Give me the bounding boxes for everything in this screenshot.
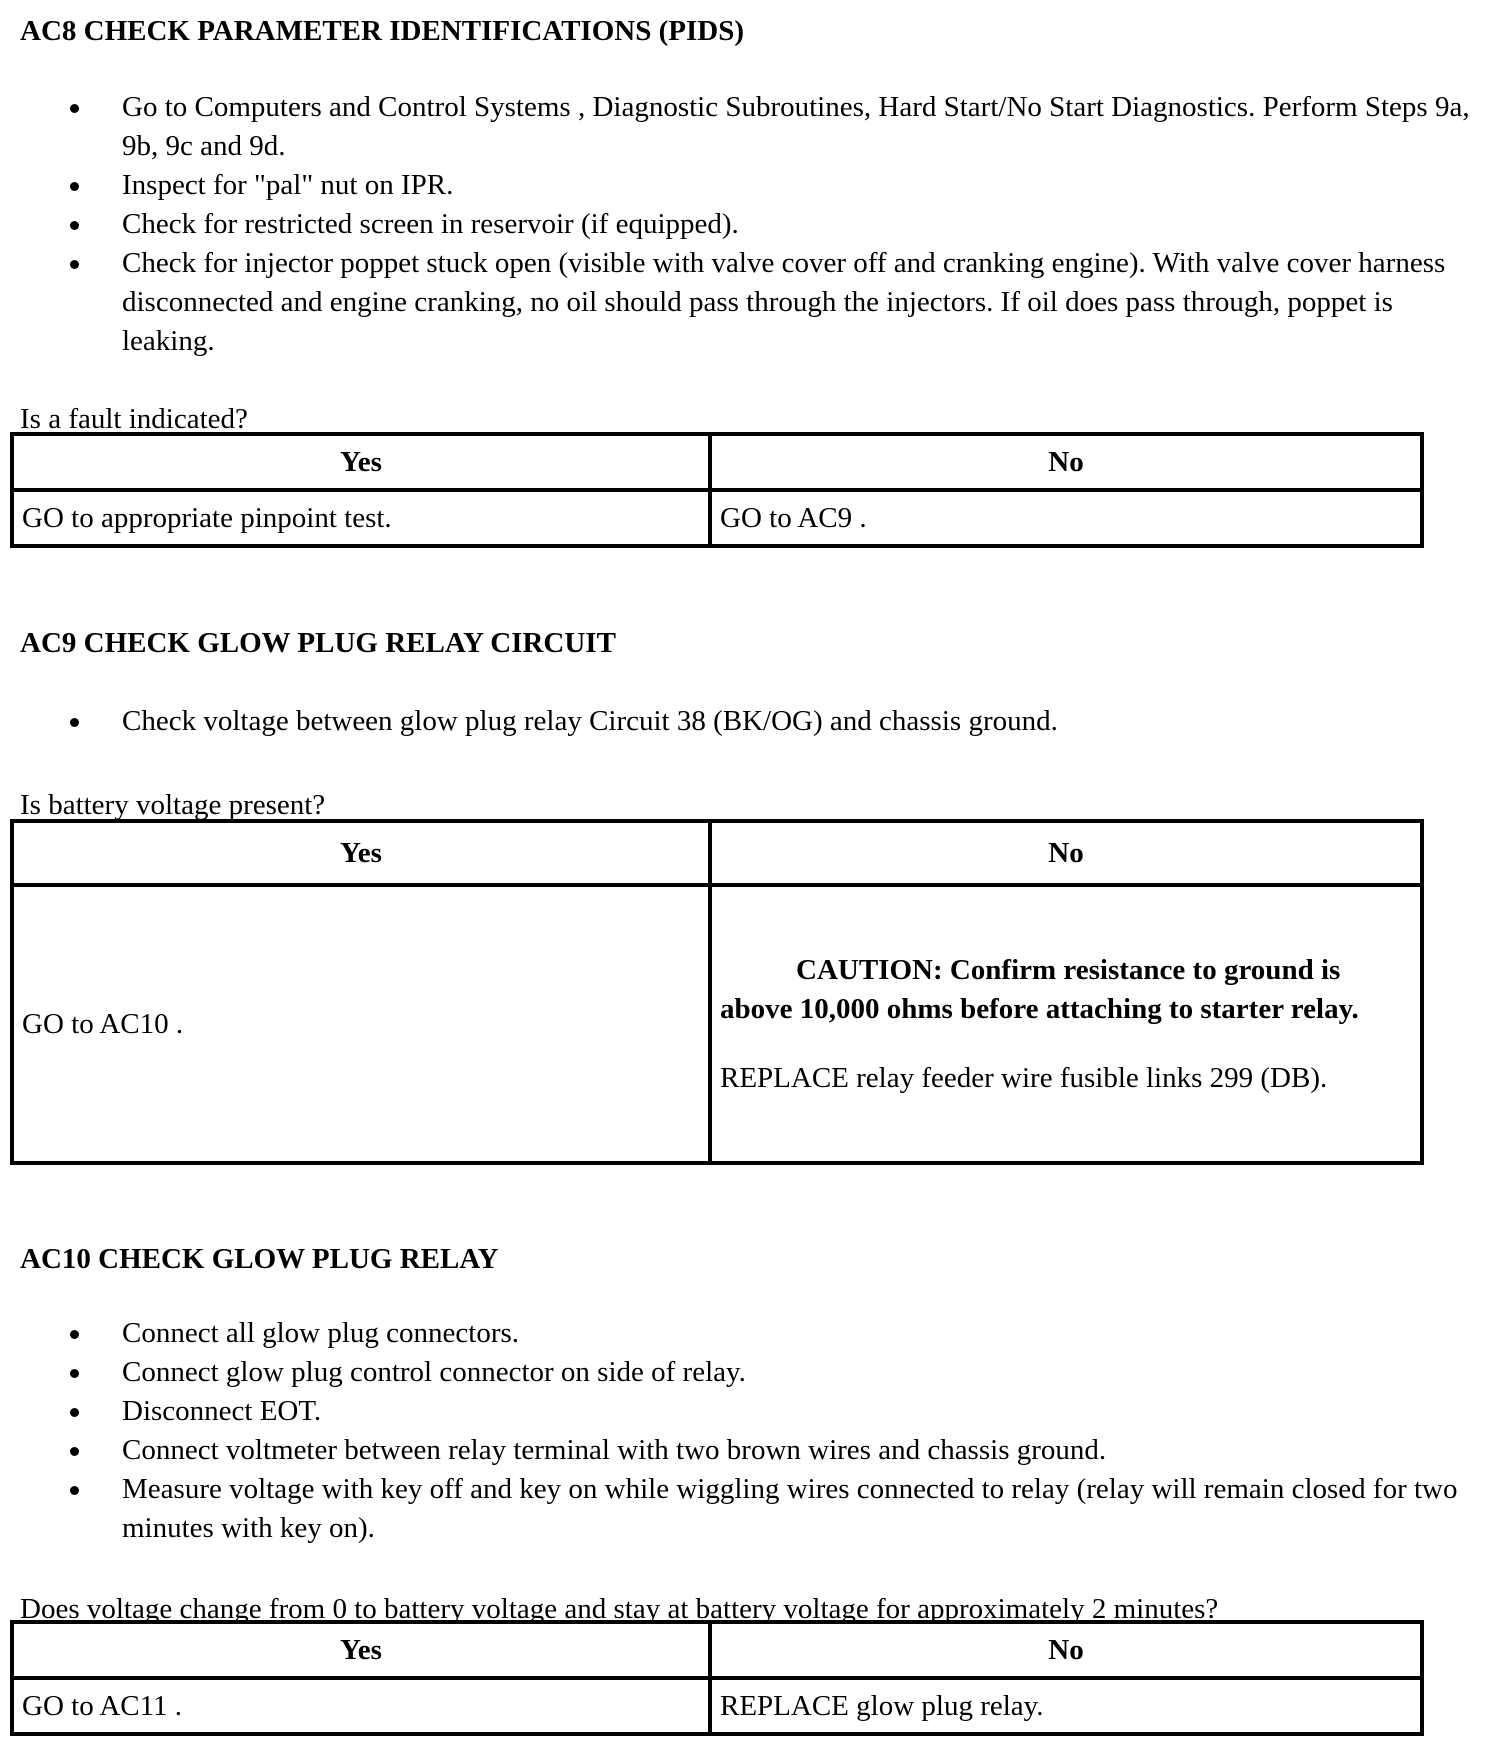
replace-instruction: REPLACE relay feeder wire fusible links 299 (DB). (720, 1061, 1328, 1094)
cell-no: REPLACE glow plug relay. (710, 1678, 1422, 1734)
ac10-decision-table (10, 1620, 1424, 1736)
bullet-icon (70, 1447, 79, 1456)
list-item (0, 1431, 1492, 1470)
list-item (0, 702, 1492, 741)
cell-yes: GO to appropriate pinpoint test. (12, 490, 710, 546)
bullet-icon (70, 221, 79, 230)
list-item-text: Connect voltmeter between relay terminal with two brown wires and chassis ground. (122, 1434, 1107, 1466)
header-yes: Yes (12, 821, 710, 885)
list-item (0, 1470, 1492, 1548)
list-item (0, 1392, 1492, 1431)
bullet-icon (70, 1408, 79, 1417)
header-no: No (710, 1622, 1422, 1678)
section-heading-ac9: AC9 CHECK GLOW PLUG RELAY CIRCUIT (20, 627, 616, 659)
ac9-decision-table (10, 819, 1424, 1165)
header-yes: Yes (12, 1622, 710, 1678)
bullet-icon (70, 1486, 79, 1495)
list-item (0, 244, 1492, 361)
bullet-icon (70, 104, 79, 113)
cell-no: GO to AC9 . (710, 490, 1422, 546)
list-item-text: Inspect for "pal" nut on IPR. (122, 169, 454, 201)
list-item (0, 1314, 1492, 1353)
list-item-text: Check for injector poppet stuck open (visible with valve cover off and cranking engine). With valve cover harness disconnected and engine cranking, no oil should pass through the injectors. If oil does pass through, poppet is leaking. (122, 247, 1446, 357)
bullet-icon (70, 1369, 79, 1378)
section-heading-ac8: AC8 CHECK PARAMETER IDENTIFICATIONS (PIDS) (20, 15, 744, 47)
bullet-icon (70, 1330, 79, 1339)
list-item-text: Disconnect EOT. (122, 1395, 322, 1427)
cell-yes: GO to AC11 . (12, 1678, 710, 1734)
ac10-bullet-list (0, 1314, 1492, 1548)
list-item (0, 166, 1492, 205)
list-item-text: Check for restricted screen in reservoir (if equipped). (122, 208, 739, 240)
list-item-text: Go to Computers and Control Systems , Diagnostic Subroutines, Hard Start/No Start Diagnostics. Perform Steps 9a, 9b, 9c and 9d. (122, 91, 1470, 162)
ac10-question: Does voltage change from 0 to battery voltage and stay at battery voltage for approximately 2 minutes? (20, 1593, 1219, 1625)
bullet-icon (70, 718, 79, 727)
header-no: No (710, 821, 1422, 885)
ac8-question: Is a fault indicated? (20, 403, 248, 435)
cell-no (710, 885, 1422, 1163)
header-yes: Yes (12, 434, 710, 490)
section-heading-ac10: AC10 CHECK GLOW PLUG RELAY (20, 1243, 499, 1275)
list-item (0, 205, 1492, 244)
cell-yes: GO to AC10 . (12, 885, 710, 1163)
ac9-question: Is battery voltage present? (20, 789, 326, 821)
list-item-text: Measure voltage with key off and key on while wiggling wires connected to relay (relay will remain closed for two minutes with key on). (122, 1473, 1458, 1544)
caution-note: CAUTION: Confirm resistance to ground is above 10,000 ohms before attaching to starter relay. (720, 953, 1359, 1025)
ac9-bullet-list (0, 702, 1492, 741)
ac8-bullet-list (0, 88, 1492, 361)
list-item (0, 1353, 1492, 1392)
list-item-text: Check voltage between glow plug relay Circuit 38 (BK/OG) and chassis ground. (122, 705, 1058, 737)
list-item (0, 88, 1492, 166)
ac8-decision-table (10, 432, 1424, 548)
list-item-text: Connect glow plug control connector on side of relay. (122, 1356, 746, 1388)
bullet-icon (70, 260, 79, 269)
list-item-text: Connect all glow plug connectors. (122, 1317, 520, 1349)
header-no: No (710, 434, 1422, 490)
bullet-icon (70, 182, 79, 191)
